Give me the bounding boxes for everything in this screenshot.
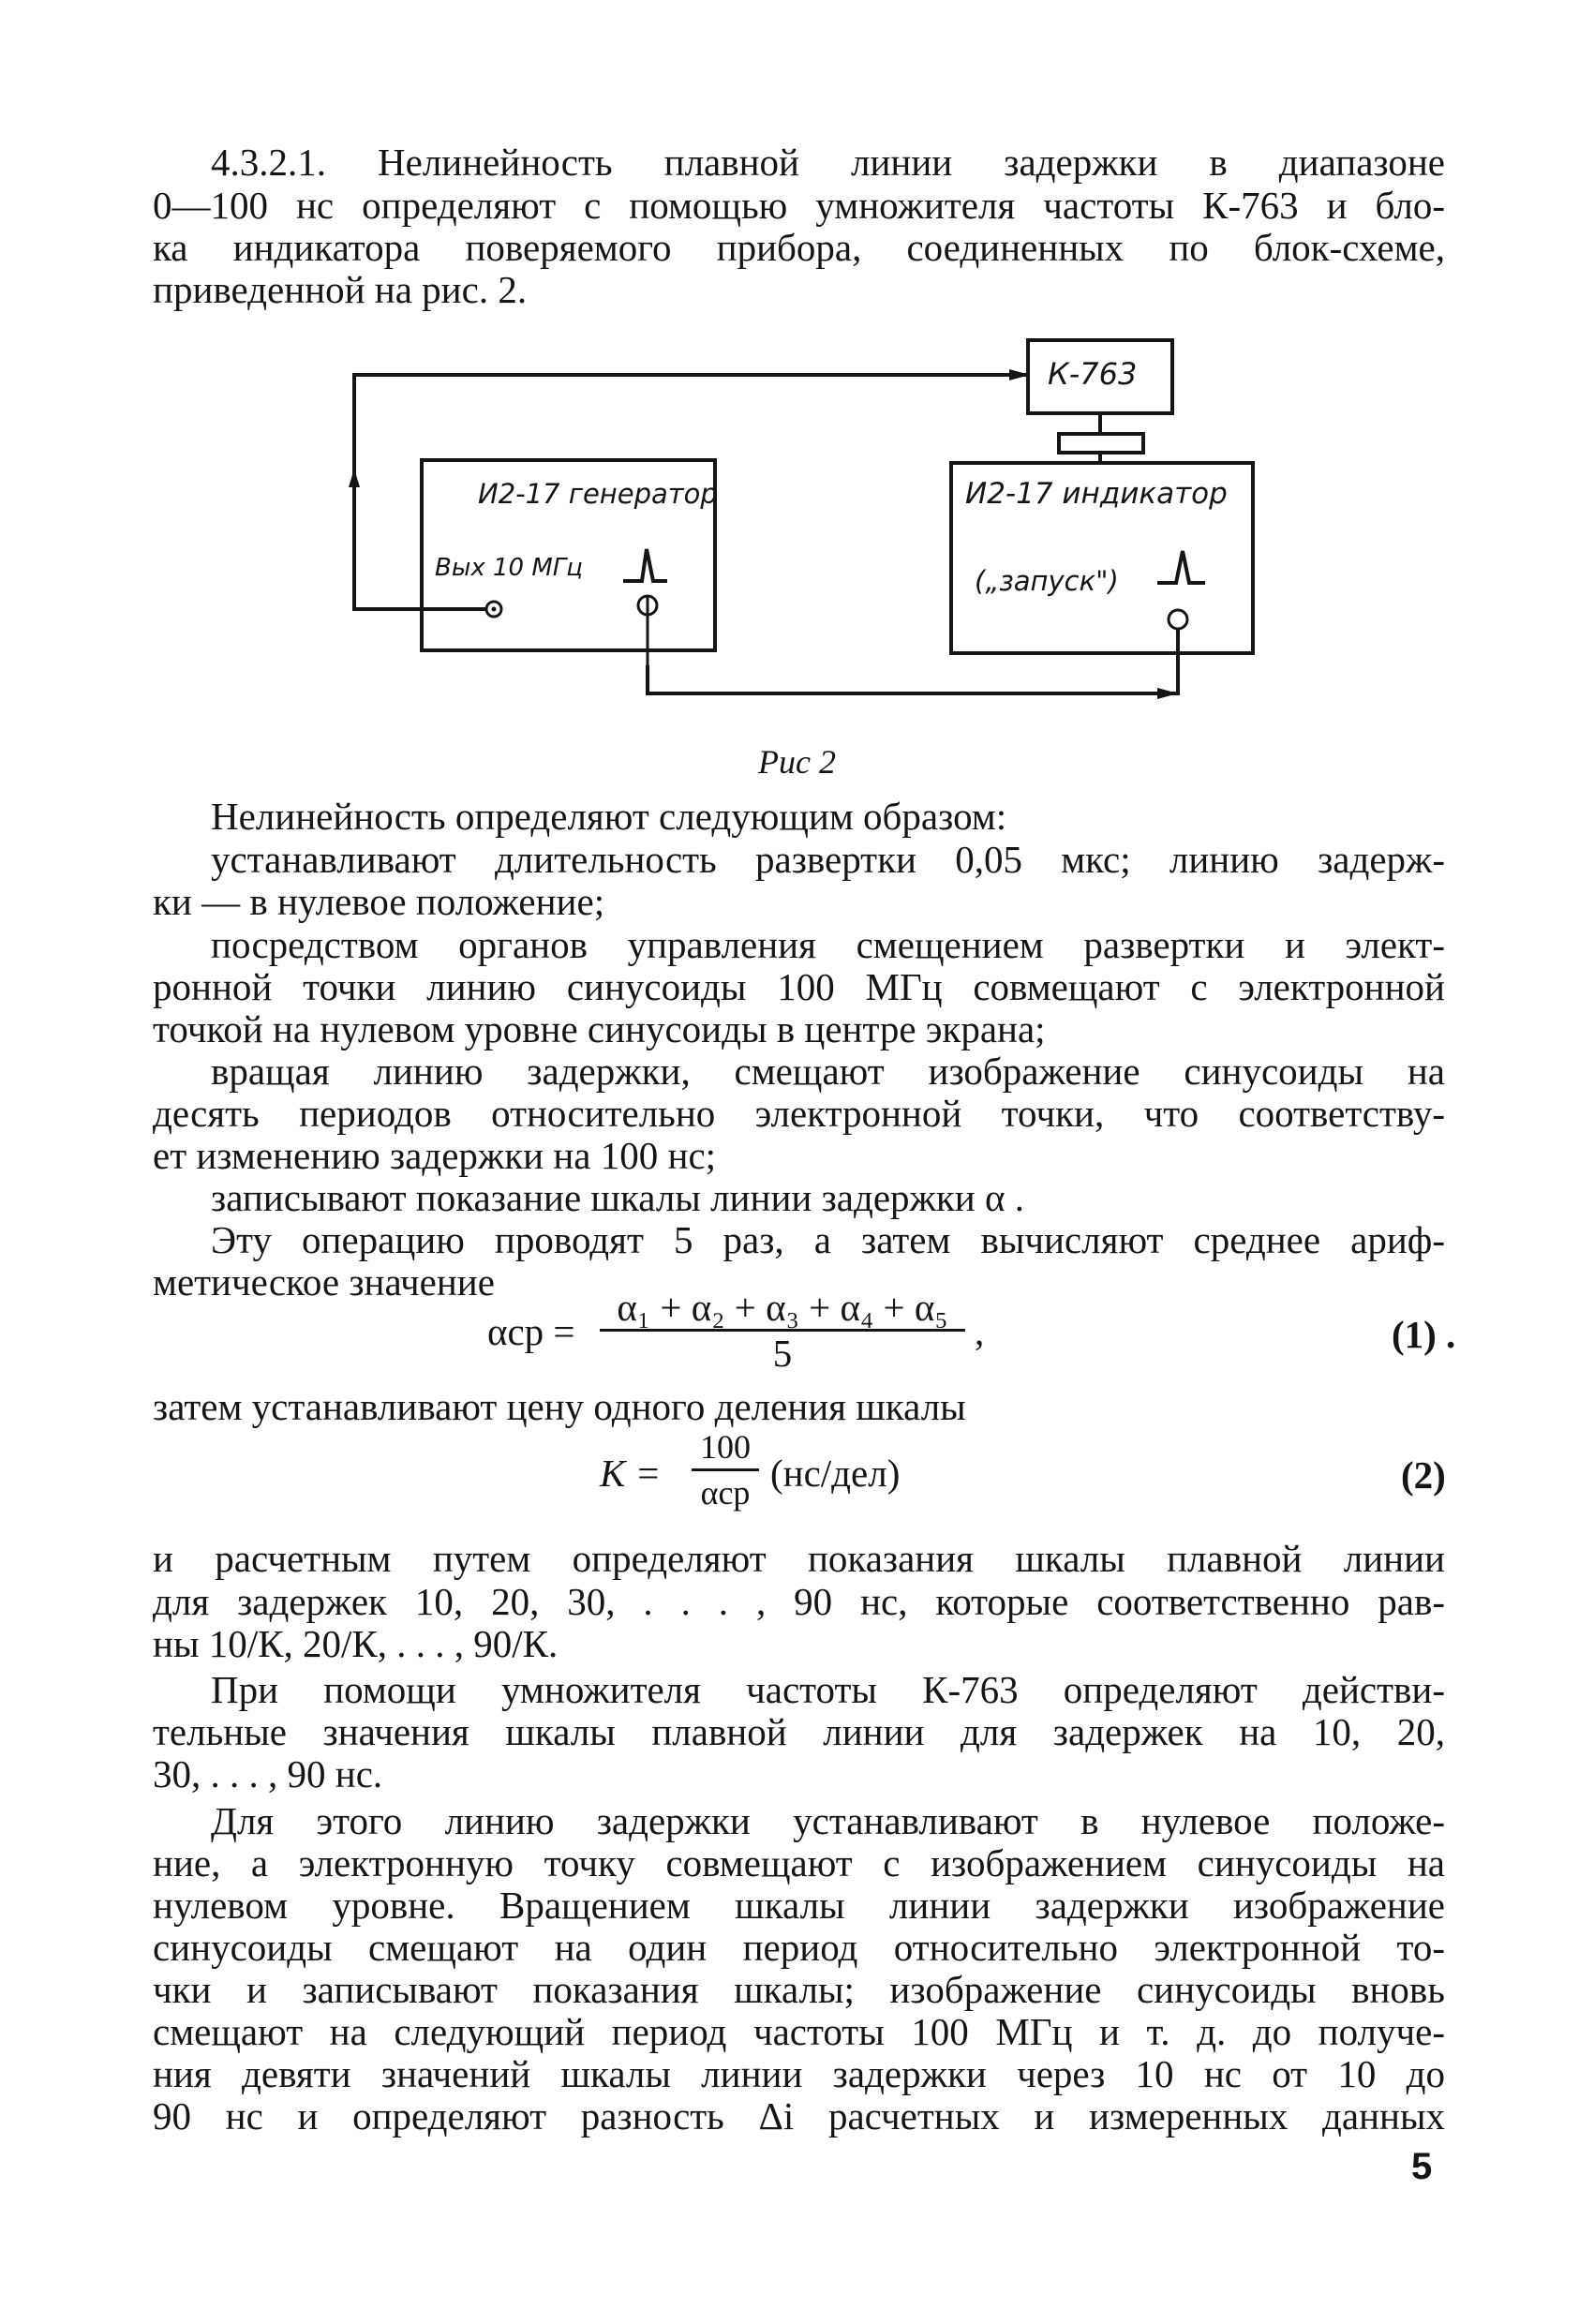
text-line: ронной точки линию синусоиды 100 МГц совмещают с электронной: [153, 965, 1445, 1008]
block-diagram: [0, 0, 1594, 731]
text-line: 30, . . . , 90 нс.: [153, 1752, 383, 1795]
formula-1-fraction: [600, 1286, 965, 1375]
text-line: устанавливают длительность развертки 0,05 мкс; линию задерж-: [211, 838, 1445, 881]
k763-label: К-763: [1048, 356, 1138, 392]
indicator-title: И2-17 индикатор: [965, 477, 1228, 511]
indicator-trigger-label: („запуск"): [975, 565, 1119, 597]
text-line: затем устанавливают цену одного деления шкалы: [153, 1385, 966, 1428]
formula-2-lhs: K =: [600, 1452, 662, 1495]
formula-1-denominator: 5: [772, 1332, 793, 1375]
generator-output-label: Вых 10 МГц: [435, 554, 583, 582]
pulse-symbol-indicator: [1157, 551, 1205, 583]
formula-2-denominator: αср: [700, 1474, 751, 1512]
text-line: ки — в нулевое положение;: [153, 880, 605, 923]
text-line: и расчетным путем определяют показания шкалы плавной линии: [153, 1537, 1445, 1580]
pulse-symbol-generator: [623, 549, 667, 581]
text-line: синусоиды смещают на один период относительно электронной то-: [153, 1926, 1445, 1969]
formula-2-numerator: 100: [700, 1428, 751, 1466]
generator-title: И2-17 генератор: [478, 478, 718, 510]
text-line: ка индикатора поверяемого прибора, соединенных по блок-схеме,: [153, 226, 1445, 269]
figure-caption: Рис 2: [758, 743, 836, 781]
text-line: Нелинейность определяют следующим образом:: [211, 795, 1007, 838]
text-line: записывают показание шкалы линии задержки α .: [211, 1176, 1024, 1219]
text-line: ние, а электронную точку совмещают с изображением синусоиды на: [153, 1841, 1445, 1885]
formula-2-number: (2): [1401, 1453, 1446, 1497]
text-line: Эту операцию проводят 5 раз, а затем вычисляют среднее ариф-: [211, 1218, 1445, 1261]
text-line: вращая линию задержки, смещают изображение синусоиды на: [211, 1050, 1445, 1093]
formula-1-trail: ,: [975, 1310, 985, 1353]
page-number: 5: [1411, 2146, 1433, 2187]
text-line: чки и записывают показания шкалы; изображение синусоиды вновь: [153, 1968, 1445, 2011]
text-line: для задержек 10, 20, 30, . . . , 90 нс, которые соответственно рав-: [153, 1580, 1445, 1623]
text-line: ны 10/К, 20/К, . . . , 90/К.: [153, 1622, 559, 1665]
text-line: метическое значение: [153, 1260, 495, 1304]
text-line: При помощи умножителя частоты К-763 определяют действи-: [211, 1668, 1445, 1711]
text-line: 90 нс и определяют разность Δi расчетных и измеренных данных: [153, 2094, 1445, 2138]
formula-1-numerator: α₁ + α₂ + α₃ + α₄ + α₅: [617, 1286, 948, 1329]
text-line: посредством органов управления смещением развертки и элект-: [211, 923, 1445, 966]
formula-2-fraction: [692, 1425, 759, 1514]
text-line: нулевом уровне. Вращением шкалы линии задержки изображение: [153, 1884, 1445, 1927]
trigger-line: [648, 665, 1176, 693]
text-line: 0—100 нс определяют с помощью умножителя частоты К-763 и бло-: [153, 184, 1445, 227]
formula-1-lhs: αср =: [487, 1310, 575, 1353]
connector-block: [1059, 434, 1143, 453]
text-line: 4.3.2.1. Нелинейность плавной линии задержки в диапазоне: [211, 141, 1445, 184]
text-line: смещают на следующий период частоты 100 МГц и т. д. до получе-: [153, 2010, 1445, 2053]
formula-1-number: (1) .: [1392, 1313, 1456, 1356]
text-line: приведенной на рис. 2.: [153, 268, 528, 311]
text-line: Для этого линию задержки устанавливают в нулевое положе-: [211, 1799, 1445, 1842]
formula-2-unit: (нс/дел): [770, 1452, 901, 1495]
text-line: ния девяти значений шкалы линии задержки через 10 нс от 10 до: [153, 2052, 1445, 2095]
text-line: десять периодов относительно электронной точки, что соответству-: [153, 1092, 1445, 1135]
text-line: ет изменению задержки на 100 нс;: [153, 1134, 717, 1177]
text-line: точкой на нулевом уровне синусоиды в центре экрана;: [153, 1007, 1046, 1050]
text-line: тельные значения шкалы плавной линии для задержек на 10, 20,: [153, 1710, 1445, 1753]
